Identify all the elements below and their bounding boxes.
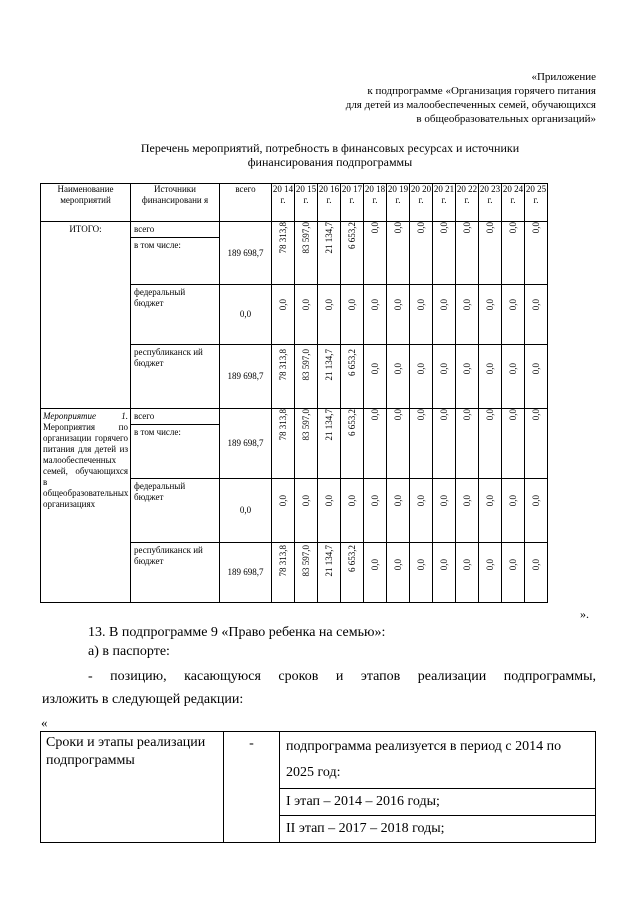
value-cell: 21 134,7 (318, 543, 341, 603)
event-text: Мероприятия по организации горячего питания для детей из малообеспеченных семей, обучающихся в общеобразовательных организациях (43, 422, 129, 509)
annex-line-4: в общеобразовательных организаций» (416, 113, 596, 125)
value-cell: 0,0 (272, 285, 295, 345)
document-title (95, 141, 565, 169)
value-cell: 6 653,2 (341, 222, 364, 285)
value-cell: 0,0 (341, 479, 364, 543)
value-cell: 0,0 (433, 222, 456, 285)
value-cell: 0,0 (456, 479, 479, 543)
table-row (41, 409, 548, 425)
term-dash: - (224, 732, 280, 843)
value-cell: 0,0 (456, 409, 479, 479)
source-cell: в том числе: (131, 238, 220, 285)
source-cell: всего (131, 222, 220, 238)
value-cell: 0,0 (364, 345, 387, 409)
paragraph-edit: изложить в следующей редакции: (42, 692, 244, 707)
value-cell: 0,0 (318, 479, 341, 543)
value-cell: 21 134,7 (318, 345, 341, 409)
value-cell: 0,0 (318, 285, 341, 345)
table-row (41, 222, 548, 238)
source-cell: республиканск ий бюджет (131, 543, 220, 603)
value-cell: 0,0 (456, 285, 479, 345)
title-line-1: Перечень мероприятий, потребность в финансовых ресурсах и источники (140, 141, 520, 155)
value-cell: 0,0 (387, 285, 410, 345)
total-cell: 189 698,7 (220, 222, 272, 285)
annex-header (266, 70, 596, 126)
header-year: 20 15 г. (295, 184, 318, 222)
value-cell: 0,0 (525, 345, 548, 409)
event-number: Мероприятие 1. (43, 411, 128, 421)
value-cell: 0,0 (433, 543, 456, 603)
header-year: 20 25 г. (525, 184, 548, 222)
header-name: Наименование мероприятий (41, 184, 131, 222)
value-cell: 78 313,8 (272, 409, 295, 479)
value-cell: 0,0 (433, 479, 456, 543)
value-cell: 0,0 (525, 409, 548, 479)
value-cell: 0,0 (525, 479, 548, 543)
paragraph-a: а) в паспорте: (88, 644, 170, 659)
total-cell: 189 698,7 (220, 409, 272, 479)
term-line-3: II этап – 2017 – 2018 годы; (286, 821, 445, 836)
value-cell: 0,0 (502, 479, 525, 543)
value-cell: 0,0 (295, 479, 318, 543)
value-cell: 0,0 (387, 479, 410, 543)
value-cell: 0,0 (479, 543, 502, 603)
value-cell: 0,0 (456, 222, 479, 285)
itogo-label: ИТОГО: (41, 222, 131, 409)
value-cell: 0,0 (525, 543, 548, 603)
header-year: 20 18 г. (364, 184, 387, 222)
title-line-2: финансирования подпрограммы (247, 155, 413, 169)
value-cell: 0,0 (479, 479, 502, 543)
value-cell: 0,0 (456, 543, 479, 603)
value-cell: 0,0 (410, 345, 433, 409)
value-cell: 0,0 (387, 409, 410, 479)
opening-quote: « (41, 715, 48, 730)
value-cell: 0,0 (479, 345, 502, 409)
value-cell: 0,0 (341, 285, 364, 345)
value-cell: 0,0 (272, 479, 295, 543)
header-year: 20 17 г. (341, 184, 364, 222)
value-cell: 83 597,0 (295, 222, 318, 285)
value-cell: 0,0 (433, 345, 456, 409)
header-year: 20 23 г. (479, 184, 502, 222)
value-cell: 78 313,8 (272, 345, 295, 409)
term-content (280, 732, 596, 843)
value-cell: 0,0 (410, 543, 433, 603)
closing-quote: ». (580, 607, 589, 621)
header-source: Источники финансировани я (131, 184, 220, 222)
value-cell: 0,0 (387, 222, 410, 285)
total-cell: 189 698,7 (220, 543, 272, 603)
value-cell: 0,0 (502, 345, 525, 409)
value-cell: 83 597,0 (295, 345, 318, 409)
term-line-2: I этап – 2014 – 2016 годы; (280, 789, 595, 816)
value-cell: 0,0 (410, 285, 433, 345)
header-year: 20 16 г. (318, 184, 341, 222)
header-year: 20 20 г. (410, 184, 433, 222)
value-cell: 0,0 (502, 285, 525, 345)
value-cell: 6 653,2 (341, 409, 364, 479)
source-cell: республиканск ий бюджет (131, 345, 220, 409)
value-cell: 0,0 (479, 409, 502, 479)
header-year: 20 19 г. (387, 184, 410, 222)
value-cell: 0,0 (525, 285, 548, 345)
header-year: 20 24 г. (502, 184, 525, 222)
total-cell: 0,0 (220, 285, 272, 345)
value-cell: 0,0 (502, 409, 525, 479)
value-cell: 0,0 (525, 222, 548, 285)
value-cell: 0,0 (433, 285, 456, 345)
value-cell: 0,0 (410, 409, 433, 479)
value-cell: 21 134,7 (318, 409, 341, 479)
header-year: 20 14 г. (272, 184, 295, 222)
value-cell: 78 313,8 (272, 543, 295, 603)
header-row (41, 184, 548, 222)
value-cell: 0,0 (387, 345, 410, 409)
value-cell: 6 653,2 (341, 543, 364, 603)
source-cell: федеральный бюджет (131, 479, 220, 543)
paragraph-position: - позицию, касающуюся сроков и этапов реализации подпрограммы, (88, 669, 596, 684)
annex-line-2: к подпрограмме «Организация горячего питания (367, 85, 596, 97)
paragraph-13: 13. В подпрограмме 9 «Право ребенка на семью»: (88, 625, 386, 640)
value-cell: 0,0 (502, 543, 525, 603)
term-table (40, 731, 596, 843)
value-cell: 0,0 (410, 479, 433, 543)
value-cell: 6 653,2 (341, 345, 364, 409)
value-cell: 0,0 (364, 285, 387, 345)
value-cell: 0,0 (479, 222, 502, 285)
value-cell: 0,0 (433, 409, 456, 479)
total-cell: 189 698,7 (220, 345, 272, 409)
source-cell: в том числе: (131, 425, 220, 479)
value-cell: 0,0 (410, 222, 433, 285)
header-year: 20 22 г. (456, 184, 479, 222)
value-cell: 0,0 (364, 409, 387, 479)
annex-line-1: «Приложение (531, 71, 596, 83)
annex-line-3: для детей из малообеспеченных семей, обучающихся (345, 99, 596, 111)
term-line-1: подпрограмма реализуется в период с 2014 по 2025 год: (280, 732, 595, 789)
term-row (41, 732, 596, 843)
header-year: 20 21 г. (433, 184, 456, 222)
value-cell: 0,0 (364, 222, 387, 285)
source-cell: всего (131, 409, 220, 425)
value-cell: 21 134,7 (318, 222, 341, 285)
value-cell: 0,0 (387, 543, 410, 603)
value-cell: 0,0 (295, 285, 318, 345)
event-name-cell (41, 409, 131, 603)
value-cell: 0,0 (456, 345, 479, 409)
value-cell: 83 597,0 (295, 409, 318, 479)
value-cell: 0,0 (479, 285, 502, 345)
term-label: Сроки и этапы реализации подпрограммы (41, 732, 224, 843)
value-cell: 0,0 (364, 479, 387, 543)
header-total: всего (220, 184, 272, 222)
source-cell: федеральный бюджет (131, 285, 220, 345)
value-cell: 0,0 (502, 222, 525, 285)
value-cell: 78 313,8 (272, 222, 295, 285)
measures-table (40, 183, 548, 603)
value-cell: 83 597,0 (295, 543, 318, 603)
value-cell: 0,0 (364, 543, 387, 603)
total-cell: 0,0 (220, 479, 272, 543)
